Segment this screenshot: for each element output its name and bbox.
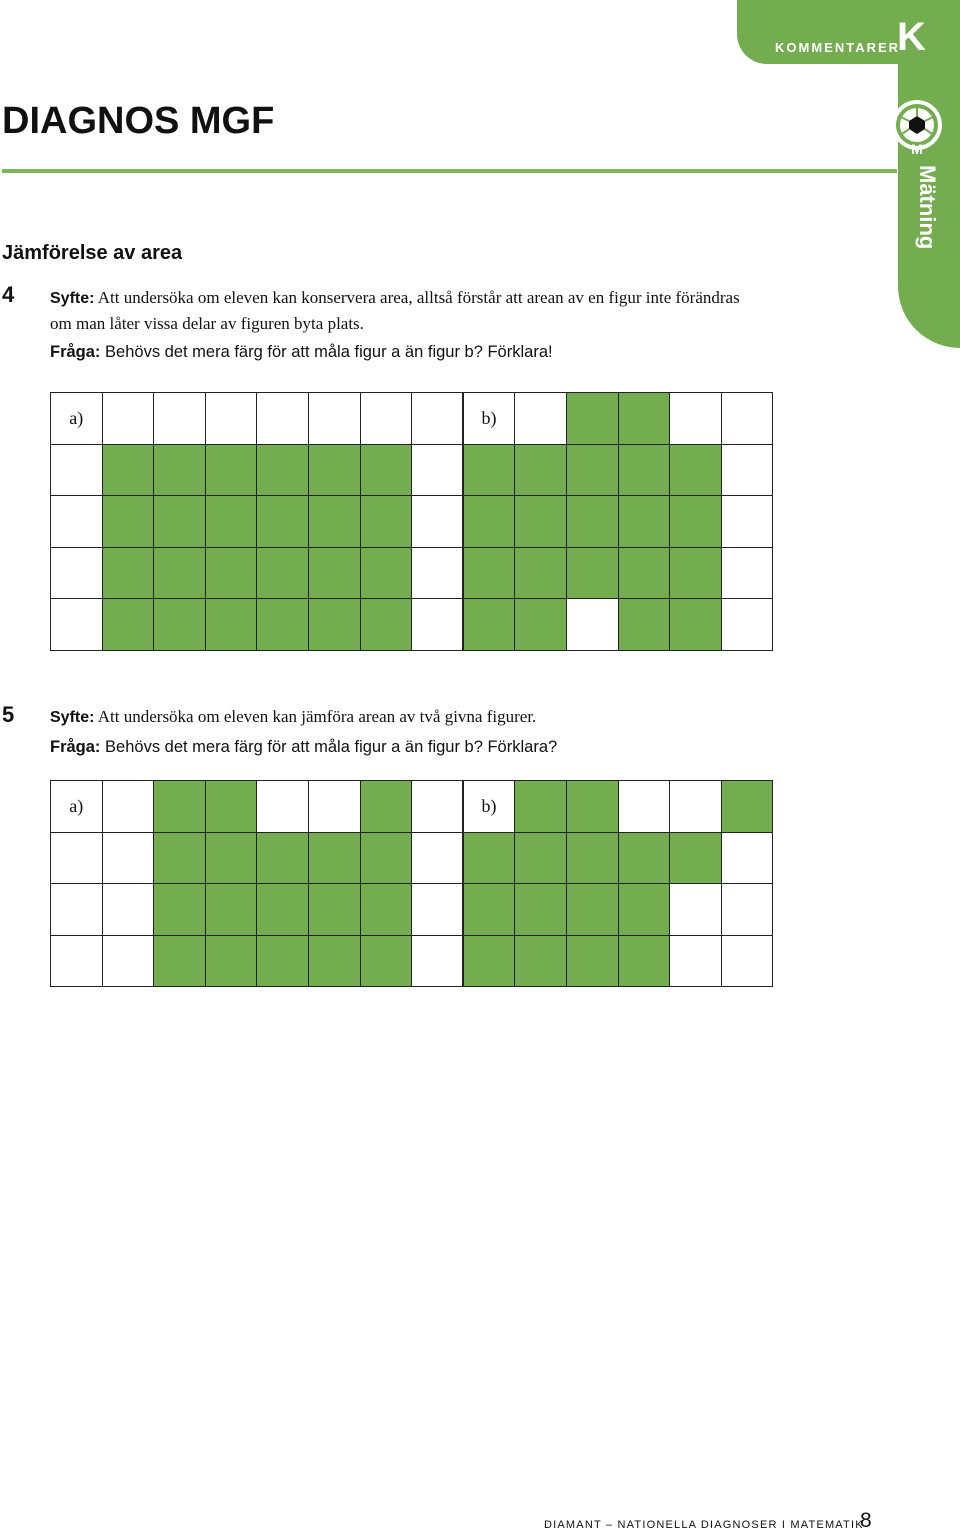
grid-cell-filled: [463, 884, 515, 936]
grid-cell-filled: [154, 884, 206, 936]
figure-b-label: b): [463, 393, 515, 445]
grid-cell-empty: [721, 884, 773, 936]
grid-cell-empty: [670, 935, 722, 987]
grid-cell-empty: [721, 832, 773, 884]
grid-cell-empty: [412, 444, 464, 496]
grid-cell-empty: [721, 599, 773, 651]
grid-cell-filled: [515, 781, 567, 833]
page-number: 8: [860, 1509, 872, 1532]
grid-cell-filled: [102, 496, 154, 548]
grid-cell-empty: [670, 781, 722, 833]
grid-cell-filled: [154, 496, 206, 548]
q4-question-label: Fråga:: [50, 343, 101, 361]
q4-figure-grid: [50, 392, 876, 651]
grid-cell-filled: [566, 935, 618, 987]
grid-cell-filled: [205, 781, 257, 833]
grid-cell-empty: [515, 393, 567, 445]
grid-row: [51, 444, 773, 496]
header-tab-letter: K: [897, 15, 926, 59]
grid-cell-empty: [412, 496, 464, 548]
grid-cell-empty: [154, 393, 206, 445]
grid-cell-empty: [51, 832, 103, 884]
grid-row: [51, 599, 773, 651]
grid-cell-filled: [360, 832, 412, 884]
grid-cell-filled: [257, 599, 309, 651]
grid-cell-filled: [566, 393, 618, 445]
q5-number: 5: [2, 702, 15, 727]
grid-cell-filled: [102, 599, 154, 651]
grid-cell-empty: [412, 832, 464, 884]
grid-cell-filled: [618, 444, 670, 496]
grid-cell-filled: [205, 444, 257, 496]
q4-question-text: Behövs det mera färg för att måla figur a än figur b? Förklara!: [105, 343, 553, 361]
grid-cell-filled: [515, 547, 567, 599]
grid-cell-empty: [721, 935, 773, 987]
grid-cell-filled: [618, 599, 670, 651]
grid-cell-filled: [515, 444, 567, 496]
grid-cell-empty: [102, 935, 154, 987]
grid-row: [51, 832, 773, 884]
q4-question: [50, 343, 553, 362]
grid-cell-filled: [257, 884, 309, 936]
q4-purpose-text: Att undersöka om eleven kan konservera area, alltså förstår att arean av en figur inte förändras om man låter vissa delar av figuren byta plats.: [50, 288, 740, 333]
football-badge-icon: [889, 98, 945, 158]
grid-cell-filled: [566, 781, 618, 833]
grid-cell-filled: [618, 935, 670, 987]
grid-cell-filled: [154, 832, 206, 884]
grid-cell-empty: [205, 393, 257, 445]
grid-cell-filled: [205, 599, 257, 651]
grid-row: [51, 393, 773, 445]
grid-cell-filled: [566, 496, 618, 548]
grid-cell-filled: [360, 444, 412, 496]
grid-cell-filled: [670, 832, 722, 884]
grid-cell-filled: [618, 496, 670, 548]
grid-cell-empty: [257, 393, 309, 445]
grid-cell-filled: [205, 832, 257, 884]
grid-cell-empty: [412, 781, 464, 833]
grid-cell-filled: [670, 547, 722, 599]
q5-question-text: Behövs det mera färg för att måla figur a än figur b? Förklara?: [105, 738, 558, 756]
grid-cell-filled: [308, 599, 360, 651]
grid-cell-empty: [412, 935, 464, 987]
grid-cell-filled: [670, 599, 722, 651]
grid-cell-filled: [205, 496, 257, 548]
grid-cell-empty: [51, 444, 103, 496]
grid-cell-filled: [515, 832, 567, 884]
grid-cell-empty: [51, 496, 103, 548]
grid-row: [51, 935, 773, 987]
section-title: Jämförelse av area: [2, 242, 183, 264]
grid-cell-empty: [412, 393, 464, 445]
grid-cell-filled: [515, 935, 567, 987]
grid-cell-filled: [154, 444, 206, 496]
grid-cell-filled: [721, 781, 773, 833]
page-title: DIAGNOS MGF: [2, 100, 275, 142]
grid-cell-filled: [670, 444, 722, 496]
figure-divider: [462, 392, 464, 650]
grid-cell-filled: [463, 496, 515, 548]
grid-cell-filled: [515, 884, 567, 936]
grid-row: [51, 781, 773, 833]
title-divider: [2, 169, 897, 173]
grid-cell-filled: [308, 935, 360, 987]
grid-cell-empty: [51, 935, 103, 987]
q4-grid-table: [50, 392, 773, 651]
grid-cell-empty: [102, 884, 154, 936]
grid-cell-empty: [412, 547, 464, 599]
grid-row: [51, 496, 773, 548]
grid-row: [51, 547, 773, 599]
grid-cell-empty: [51, 884, 103, 936]
grid-cell-filled: [102, 547, 154, 599]
q4-purpose: [50, 285, 750, 336]
q5-purpose-text: Att undersöka om eleven kan jämföra arean av två givna figurer.: [97, 707, 537, 726]
grid-cell-filled: [566, 832, 618, 884]
grid-cell-filled: [257, 547, 309, 599]
header-tab-label: KOMMENTARER: [775, 40, 901, 55]
q5-grid-table: [50, 780, 773, 987]
grid-cell-filled: [154, 599, 206, 651]
grid-cell-filled: [463, 832, 515, 884]
grid-cell-filled: [360, 547, 412, 599]
figure-divider: [462, 780, 464, 986]
grid-cell-filled: [308, 884, 360, 936]
q5-purpose: [50, 704, 750, 730]
grid-cell-filled: [515, 599, 567, 651]
grid-cell-filled: [360, 935, 412, 987]
grid-cell-filled: [308, 496, 360, 548]
grid-cell-filled: [670, 496, 722, 548]
grid-cell-empty: [412, 884, 464, 936]
grid-cell-empty: [308, 393, 360, 445]
q4-number: 4: [2, 282, 15, 307]
grid-cell-filled: [205, 547, 257, 599]
grid-row: [51, 884, 773, 936]
side-band-label: Mätning: [915, 165, 940, 250]
q5-purpose-label: Syfte:: [50, 709, 95, 726]
grid-cell-filled: [154, 935, 206, 987]
badge-letter: M: [911, 141, 923, 157]
grid-cell-empty: [618, 781, 670, 833]
grid-cell-empty: [51, 599, 103, 651]
grid-cell-empty: [102, 393, 154, 445]
grid-cell-filled: [154, 547, 206, 599]
grid-cell-empty: [670, 393, 722, 445]
grid-cell-filled: [360, 884, 412, 936]
grid-cell-empty: [102, 781, 154, 833]
figure-a-label: a): [51, 781, 103, 833]
grid-cell-filled: [257, 935, 309, 987]
grid-cell-filled: [618, 547, 670, 599]
grid-cell-filled: [154, 781, 206, 833]
grid-cell-empty: [721, 444, 773, 496]
grid-cell-filled: [463, 935, 515, 987]
grid-cell-filled: [360, 599, 412, 651]
grid-cell-filled: [618, 832, 670, 884]
grid-cell-filled: [566, 444, 618, 496]
grid-cell-filled: [566, 884, 618, 936]
grid-cell-filled: [308, 547, 360, 599]
grid-cell-filled: [566, 547, 618, 599]
grid-cell-empty: [721, 393, 773, 445]
grid-cell-empty: [51, 547, 103, 599]
grid-cell-empty: [412, 599, 464, 651]
q5-question: [50, 738, 557, 757]
grid-cell-filled: [360, 496, 412, 548]
grid-cell-empty: [102, 832, 154, 884]
figure-a-label: a): [51, 393, 103, 445]
grid-cell-filled: [360, 781, 412, 833]
grid-cell-filled: [308, 444, 360, 496]
grid-cell-filled: [618, 393, 670, 445]
q4-purpose-label: Syfte:: [50, 290, 95, 307]
q5-question-label: Fråga:: [50, 738, 101, 756]
grid-cell-empty: [721, 547, 773, 599]
grid-cell-filled: [463, 444, 515, 496]
grid-cell-filled: [463, 547, 515, 599]
grid-cell-empty: [360, 393, 412, 445]
grid-cell-filled: [618, 884, 670, 936]
grid-cell-filled: [205, 884, 257, 936]
grid-cell-filled: [463, 599, 515, 651]
grid-cell-empty: [308, 781, 360, 833]
grid-cell-filled: [257, 496, 309, 548]
grid-cell-filled: [308, 832, 360, 884]
grid-cell-empty: [566, 599, 618, 651]
grid-cell-filled: [515, 496, 567, 548]
grid-cell-empty: [721, 496, 773, 548]
grid-cell-empty: [670, 884, 722, 936]
grid-cell-filled: [257, 832, 309, 884]
figure-b-label: b): [463, 781, 515, 833]
footer-text: DIAMANT – NATIONELLA DIAGNOSER I MATEMATIK: [544, 1519, 864, 1531]
grid-cell-filled: [257, 444, 309, 496]
grid-cell-empty: [257, 781, 309, 833]
grid-cell-filled: [102, 444, 154, 496]
q5-figure-grid: [50, 780, 876, 987]
grid-cell-filled: [205, 935, 257, 987]
